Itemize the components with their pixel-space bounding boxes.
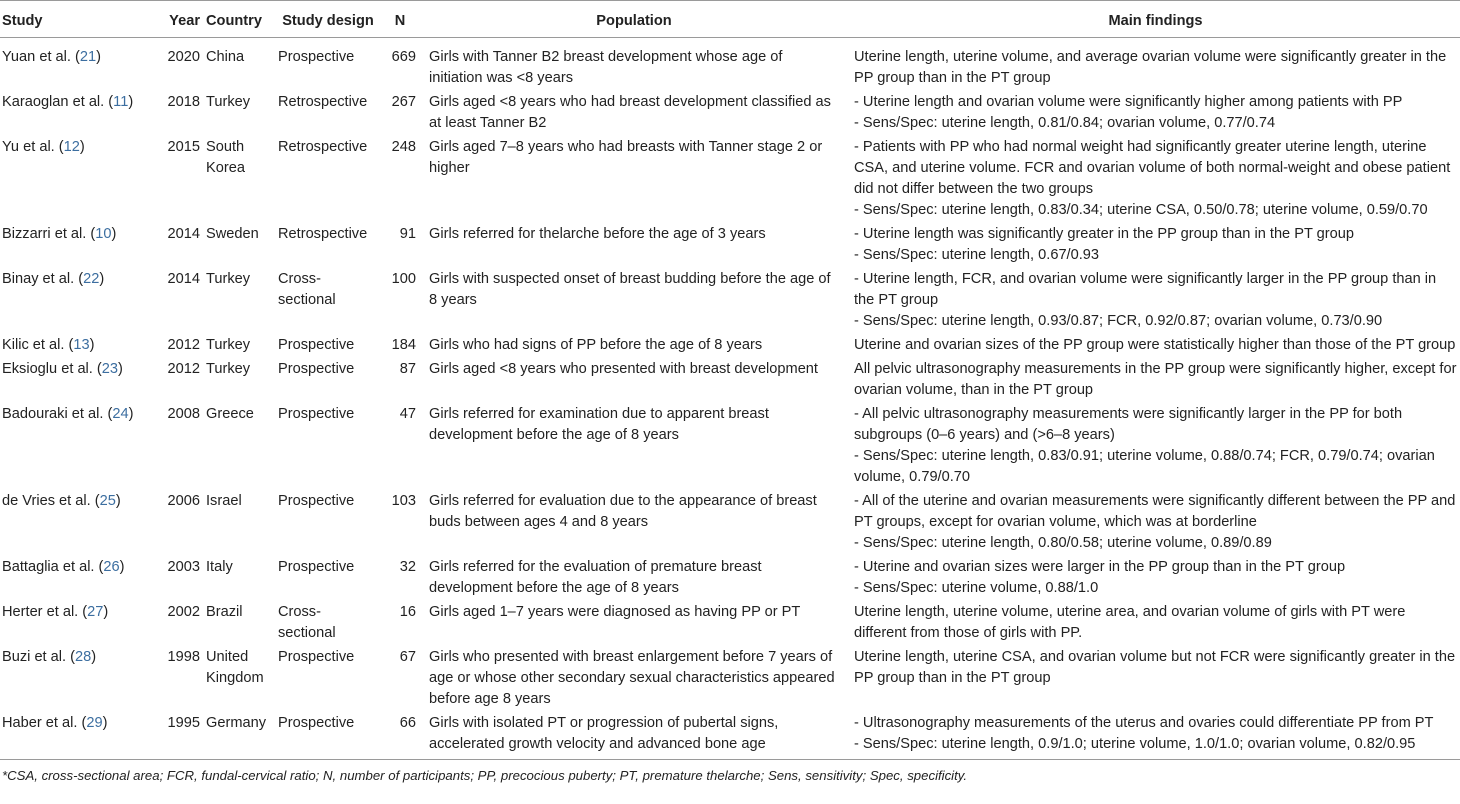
study-author: Eksioglu et al. ( [2,361,102,377]
population-cell: Girls with Tanner B2 breast development whose age of initiation was <8 years [429,49,783,86]
finding-line: - Uterine length was significantly greater in the PP group than in the PT group [854,226,1354,242]
reference-link[interactable]: 24 [112,406,129,422]
finding-line: - Sens/Spec: uterine length, 0.83/0.34; uterine CSA, 0.50/0.78; uterine volume, 0.59/0.70 [854,202,1428,218]
table-row [0,134,1460,221]
population-cell: Girls referred for examination due to apparent breast development before the age of 8 years [429,406,769,443]
reference-link[interactable]: 12 [63,139,80,155]
n-cell: 47 [399,406,416,422]
finding-line: Uterine length, uterine CSA, and ovarian volume but not FCR were significantly greater in the PP group than in the PT group [854,649,1456,686]
country-cell: Turkey [206,361,251,377]
reference-link[interactable]: 11 [113,94,129,110]
year-cell: 2003 [167,559,200,575]
population-cell: Girls with isolated PT or progression of pubertal signs, accelerated growth velocity and advanced bone age [419,710,842,760]
n-cell: 103 [391,493,416,509]
population-cell: Girls aged 1–7 years were diagnosed as having PP or PT [429,604,801,620]
design-cell: Prospective [278,649,355,665]
header-study: Study [0,1,157,38]
table-body [0,38,1460,760]
study-author-close: ) [119,559,125,575]
study-author: Binay et al. ( [2,271,84,287]
population-cell: Girls with suspected onset of breast budding before the age of 8 years [429,271,831,308]
study-author: Karaoglan et al. ( [2,94,114,110]
table-row [0,488,1460,554]
country-cell: Greece [206,406,254,422]
reference-link[interactable]: 23 [101,361,119,377]
table-row [0,89,1460,134]
country-cell: Turkey [206,271,251,287]
finding-line: Uterine length, uterine volume, uterine area, and ovarian volume of girls with PT were different from those of girls with PP. [854,604,1406,641]
study-author: Herter et al. ( [2,604,88,620]
reference-link[interactable]: 25 [99,493,116,509]
header-population: Population [419,1,842,38]
table-row [0,221,1460,266]
year-cell: 1995 [157,710,203,760]
finding-line: - Patients with PP who had normal weight had significantly greater uterine length, uterine CSA, and uterine volume. FCR and ovarian volume of both normal-weight and obese patient did not differ between the two groups [854,139,1451,197]
design-cell: Cross-sectional [278,271,336,308]
study-cell [0,266,157,332]
finding-line: - Uterine and ovarian sizes were larger in the PP group than in the PT group [854,559,1346,575]
study-author: Bizzarri et al. ( [2,226,96,242]
table-row [0,644,1460,710]
n-cell: 32 [399,559,416,575]
population-cell: Girls referred for the evaluation of premature breast development before the age of 8 years [429,559,762,596]
finding-line: - Uterine length, FCR, and ovarian volume were significantly larger in the PP group than in the PT group [854,271,1437,308]
population-cell: Girls aged <8 years who had breast development classified as at least Tanner B2 [429,94,831,131]
finding-line: Uterine and ovarian sizes of the PP group were statistically higher than those of the PT group [854,337,1456,353]
study-author-close: ) [102,715,108,731]
design-cell: Prospective [278,559,355,575]
study-author-close: ) [103,604,109,620]
year-cell: 2020 [167,49,200,65]
finding-line: All pelvic ultrasonography measurements in the PP group were significantly higher, except for ovarian volume, than in the PT group [854,361,1457,398]
study-author-close: ) [115,493,121,509]
reference-link[interactable]: 26 [103,559,120,575]
finding-line: Uterine length, uterine volume, and average ovarian volume were significantly greater in the PP group than in the PT group [854,49,1447,86]
study-author: de Vries et al. ( [2,493,100,509]
study-author-close: ) [111,226,117,242]
study-cell [0,401,157,488]
reference-link[interactable]: 22 [83,271,100,287]
n-cell: 66 [381,710,419,760]
n-cell: 87 [399,361,416,377]
year-cell: 2006 [167,493,200,509]
table-header [0,1,1460,38]
table-row [0,599,1460,644]
findings-cell [842,221,1460,266]
study-author-close: ) [96,49,101,65]
design-cell: Prospective [278,49,355,65]
year-cell: 2012 [167,361,200,377]
country-cell: Germany [203,710,275,760]
design-cell: Prospective [278,337,355,353]
design-cell: Prospective [278,361,355,377]
design-cell: Retrospective [278,139,368,155]
study-cell [0,38,157,90]
reference-link[interactable]: 21 [79,49,97,65]
study-author: Haber et al. ( [2,715,87,731]
study-author-close: ) [79,139,85,155]
country-cell: Italy [206,559,233,575]
year-cell: 2002 [167,604,200,620]
population-cell: Girls referred for thelarche before the age of 3 years [429,226,766,242]
design-cell: Cross-sectional [278,604,336,641]
study-cell [0,332,157,356]
finding-line: - Sens/Spec: uterine length, 0.83/0.91; uterine volume, 0.88/0.74; FCR, 0.79/0.74; ovarian volume, 0.79/0.70 [854,448,1435,485]
population-cell: Girls aged <8 years who presented with breast development [429,361,818,377]
reference-link[interactable]: 28 [75,649,92,665]
population-cell: Girls who had signs of PP before the age of 8 years [429,337,763,353]
n-cell: 248 [391,139,416,155]
country-cell: South Korea [206,139,245,176]
table-footnote: *CSA, cross-sectional area; FCR, fundal-cervical ratio; N, number of participants; PP, precocious puberty; PT, premature thelarche; Sens, sensitivity; Spec, specificity. [2,768,968,783]
study-author: Badouraki et al. ( [2,406,113,422]
findings-cell [842,488,1460,554]
finding-line: - Sens/Spec: uterine length, 0.81/0.84; ovarian volume, 0.77/0.74 [854,115,1276,131]
study-cell [0,221,157,266]
country-cell: Turkey [206,337,251,353]
year-cell: 2014 [167,226,200,242]
population-cell: Girls referred for evaluation due to the appearance of breast buds between ages 4 and 8 years [429,493,817,530]
study-author: Battaglia et al. ( [2,559,104,575]
table-row [0,710,1460,760]
findings-cell [842,332,1460,356]
finding-line: - Sens/Spec: uterine length, 0.9/1.0; uterine volume, 1.0/1.0; ovarian volume, 0.82/0.95 [854,736,1416,752]
finding-line: - Sens/Spec: uterine volume, 0.88/1.0 [854,580,1099,596]
design-cell: Retrospective [278,226,368,242]
n-cell: 267 [391,94,416,110]
header-country: Country [203,1,275,38]
table-row [0,356,1460,401]
table-row [0,38,1460,90]
year-cell: 2015 [167,139,200,155]
study-author: Kilic et al. ( [2,337,74,353]
reference-link[interactable]: 13 [73,337,90,353]
findings-cell [842,89,1460,134]
country-cell: United Kingdom [206,649,264,686]
finding-line: - Uterine length and ovarian volume were significantly higher among patients with PP [854,94,1403,110]
n-cell: 16 [399,604,416,620]
population-cell: Girls aged 7–8 years who had breasts with Tanner stage 2 or higher [429,139,823,176]
study-author: Buzi et al. ( [2,649,75,665]
table-row [0,554,1460,599]
n-cell: 184 [391,337,416,353]
findings-cell [842,599,1460,644]
n-cell: 669 [391,49,416,65]
reference-link[interactable]: 10 [95,226,112,242]
findings-cell [842,38,1460,90]
header-n: N [381,1,419,38]
study-author-close: ) [128,94,134,110]
n-cell: 100 [391,271,416,287]
study-cell [0,644,157,710]
year-cell: 2012 [167,337,200,353]
study-cell [0,599,157,644]
country-cell: China [206,49,245,65]
table-row [0,401,1460,488]
study-author-close: ) [99,271,105,287]
study-author: Yu et al. ( [2,139,64,155]
n-cell: 67 [399,649,416,665]
design-cell: Retrospective [278,94,368,110]
findings-cell [842,401,1460,488]
table-row [0,332,1460,356]
study-author-close: ) [118,361,123,377]
year-cell: 2008 [167,406,200,422]
year-cell: 2014 [167,271,200,287]
header-year: Year [157,1,203,38]
population-cell: Girls who presented with breast enlargement before 7 years of age or whose other secondary sexual characteristics appeared before age 8 years [429,649,835,707]
finding-line: - Sens/Spec: uterine length, 0.67/0.93 [854,247,1100,263]
finding-line: - All pelvic ultrasonography measurements were significantly larger in the PP for both subgroups (0–6 years) and (>6–8 years) [854,406,1403,443]
study-cell [0,554,157,599]
country-cell: Brazil [206,604,243,620]
findings-cell [842,134,1460,221]
reference-link[interactable]: 29 [86,715,103,731]
findings-cell [842,644,1460,710]
design-cell: Prospective [275,710,381,760]
header-row [0,1,1460,38]
country-cell: Turkey [206,94,251,110]
study-cell [0,488,157,554]
findings-cell [842,266,1460,332]
country-cell: Sweden [206,226,259,242]
finding-line: - All of the uterine and ovarian measurements were significantly different between the PP and PT groups, except for ovarian volume, which was at borderline [854,493,1456,530]
n-cell: 91 [399,226,416,242]
study-cell [0,710,157,760]
study-cell [0,134,157,221]
country-cell: Israel [206,493,242,509]
study-author: Yuan et al. ( [2,49,80,65]
design-cell: Prospective [278,493,355,509]
finding-line: - Ultrasonography measurements of the uterus and ovaries could differentiate PP from PT [854,715,1434,731]
finding-line: - Sens/Spec: uterine length, 0.80/0.58; uterine volume, 0.89/0.89 [854,535,1272,551]
year-cell: 2018 [167,94,200,110]
study-author-close: ) [89,337,95,353]
findings-cell [842,356,1460,401]
reference-link[interactable]: 27 [87,604,104,620]
study-author-close: ) [128,406,134,422]
study-author-close: ) [91,649,97,665]
findings-cell [842,710,1460,760]
design-cell: Prospective [278,406,355,422]
header-study-design: Study design [275,1,381,38]
findings-cell [842,554,1460,599]
study-cell [0,89,157,134]
header-main-findings: Main findings [842,1,1460,38]
finding-line: - Sens/Spec: uterine length, 0.93/0.87; FCR, 0.92/0.87; ovarian volume, 0.73/0.90 [854,313,1383,329]
year-cell: 1998 [167,649,200,665]
table-row [0,266,1460,332]
study-cell [0,356,157,401]
